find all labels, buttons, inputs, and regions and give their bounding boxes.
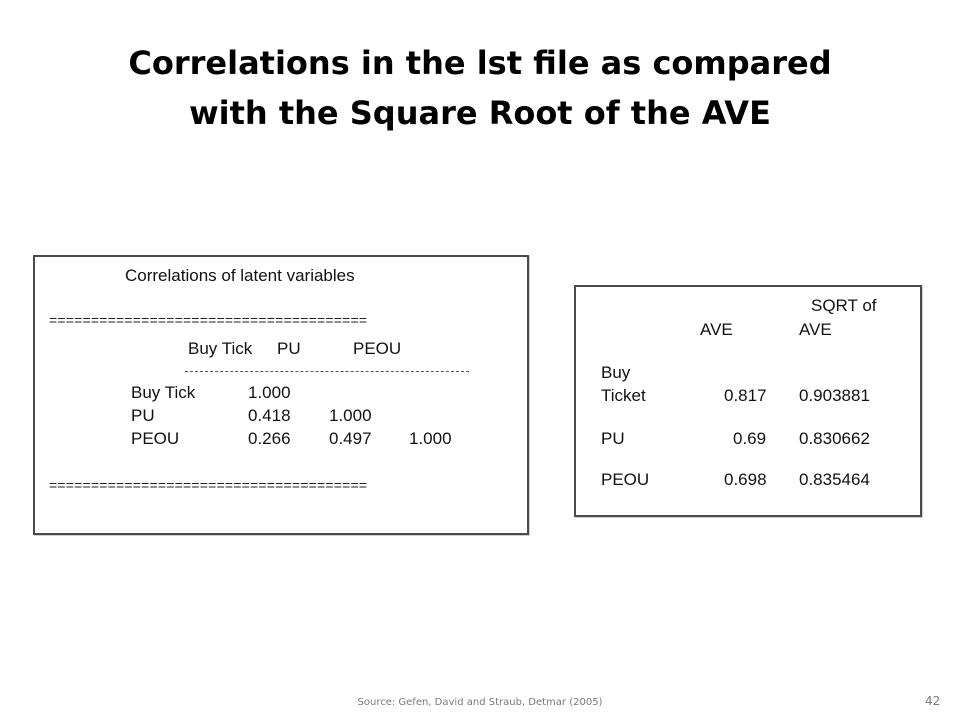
- row-label-peou: PEOU: [601, 470, 650, 489]
- row-label-pu: PU: [131, 406, 155, 425]
- column-header-pu: PU: [277, 339, 301, 358]
- header-ave: AVE: [700, 320, 733, 339]
- top-separator: ======================================: [49, 312, 368, 328]
- ave-value-peou: 0.698: [724, 470, 767, 489]
- slide-title-line-1: Correlations in the lst file as compared: [128, 44, 832, 82]
- column-header-buy-tick: Buy Tick: [188, 339, 253, 358]
- sqrt-value-pu: 0.830662: [799, 429, 870, 448]
- row-label-buy-tick: Buy Tick: [131, 383, 196, 402]
- row-label-pu: PU: [601, 429, 625, 448]
- row-label-peou: PEOU: [131, 429, 180, 448]
- row-label-buy-line-2: Ticket: [601, 386, 646, 405]
- slide-title: [40, 38, 920, 138]
- ave-table-panel: [574, 285, 922, 517]
- slide-number: 42: [925, 694, 941, 708]
- correlation-matrix-panel: [33, 255, 529, 535]
- sqrt-value-peou: 0.835464: [799, 470, 870, 489]
- header-sqrt-line-1: SQRT of: [811, 296, 877, 315]
- cell-peou-buy-tick: 0.266: [248, 429, 291, 448]
- cell-peou-pu: 0.497: [329, 429, 372, 448]
- correlation-heading: Correlations of latent variables: [125, 266, 355, 285]
- ave-value-pu: 0.69: [733, 429, 767, 448]
- cell-pu-pu: 1.000: [329, 406, 372, 425]
- header-sqrt-line-2: AVE: [799, 320, 832, 339]
- source-citation: Source: Gefen, David and Straub, Detmar (2005): [357, 697, 603, 708]
- sqrt-value-buy-ticket: 0.903881: [799, 386, 870, 405]
- ave-value-buy-ticket: 0.817: [724, 386, 767, 405]
- slide-title-line-2: with the Square Root of the AVE: [189, 94, 771, 132]
- cell-peou-peou: 1.000: [409, 429, 452, 448]
- cell-buy-tick-buy-tick: 1.000: [248, 383, 291, 402]
- cell-pu-buy-tick: 0.418: [248, 406, 291, 425]
- column-header-peou: PEOU: [353, 339, 402, 358]
- bottom-separator: ======================================: [49, 477, 368, 493]
- header-dash-rule: [185, 371, 469, 372]
- row-label-buy-line-1: Buy: [601, 363, 631, 382]
